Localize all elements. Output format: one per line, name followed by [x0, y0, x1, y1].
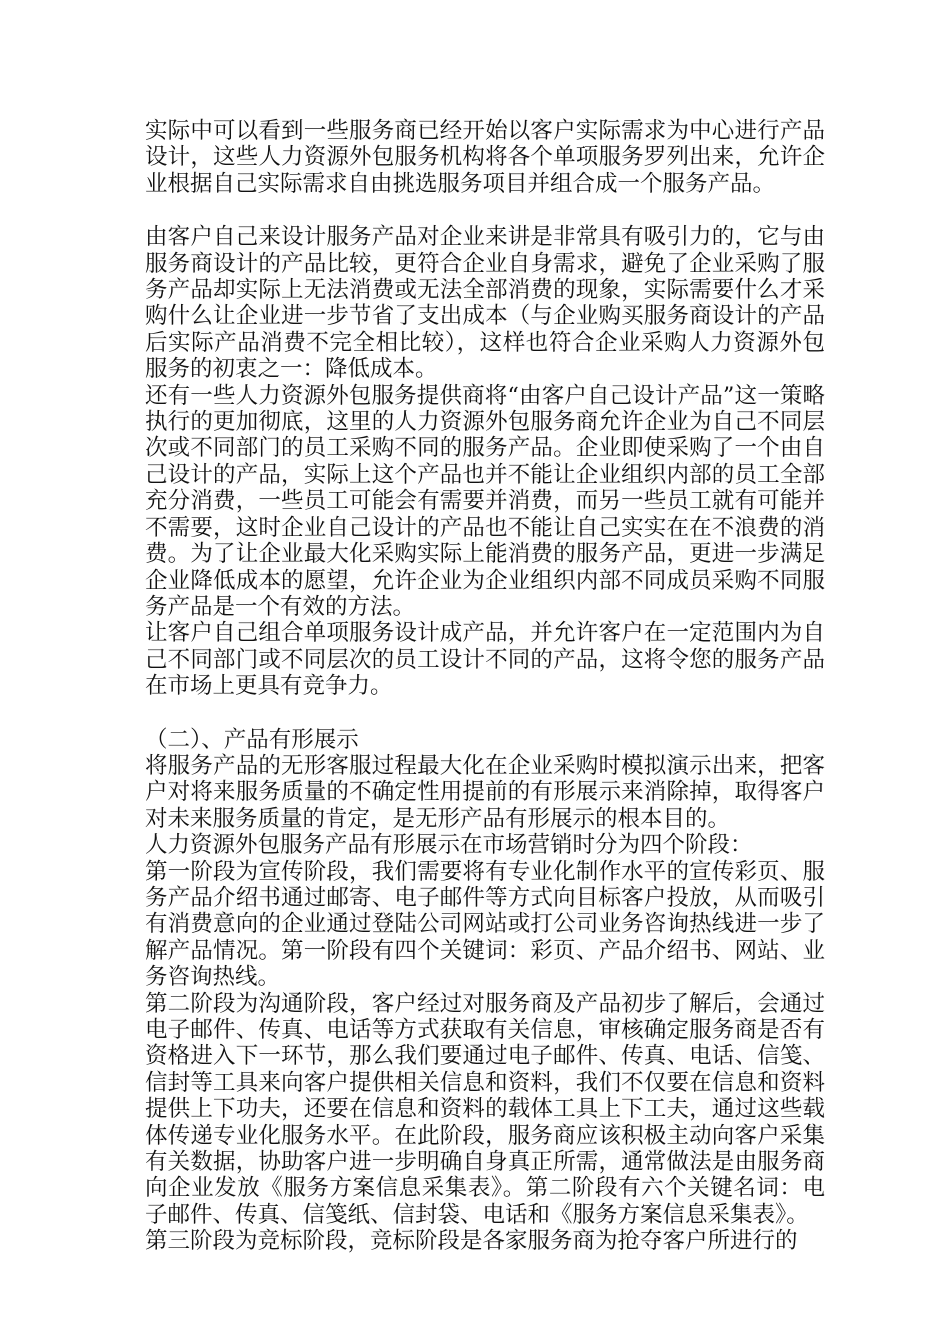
paragraph-competitiveness: 让客户自己组合单项服务设计成产品，并允许客户在一定范围内为自己不同部门或不同层次的员工设计不同的产品，这将令您的服务产品在市场上更具有竞争力。: [145, 620, 825, 700]
paragraph-stage-one: 第一阶段为宣传阶段，我们需要将有专业化制作水平的宣传彩页、服务产品介绍书通过邮寄、电子邮件等方式向目标客户投放，从而吸引有消费意向的企业通过登陆公司网站或打公司业务咨询热线进一步了解产品情况。第一阶段有四个关键词：彩页、产品介绍书、网站、业务咨询热线。: [145, 858, 825, 991]
section-heading-tangible-display: （二）、产品有形展示: [145, 726, 359, 753]
paragraph-four-stages-intro: 人力资源外包服务产品有形展示在市场营销时分为四个阶段：: [145, 832, 753, 859]
paragraph-gap: [145, 197, 825, 224]
paragraph-custom-design-intro: 实际中可以看到一些服务商已经开始以客户实际需求为中心进行产品设计，这些人力资源外包服务机构将各个单项服务罗列出来，允许企业根据自己实际需求自由挑选服务项目并组合成一个服务产品。: [145, 118, 825, 197]
document-page: [145, 118, 825, 1255]
paragraph-tangible-display-purpose: 将服务产品的无形客服过程最大化在企业采购时模拟演示出来，把客户对将来服务质量的不确定性用提前的有形展示来消除掉，取得客户对未来服务质量的肯定，是无形产品有形展示的根本目的。: [145, 752, 825, 832]
paragraph-gap: [145, 700, 825, 727]
paragraph-stage-two: 第二阶段为沟通阶段，客户经过对服务商及产品初步了解后，会通过电子邮件、传真、电话等方式获取有关信息，审核确定服务商是否有资格进入下一环节，那么我们要通过电子邮件、传真、电话、信笺、信封等工具来向客户提供相关信息和资料，我们不仅要在信息和资料提供上下功夫，还要在信息和资料的载体工具上下工夫，通过这些载体传递专业化服务水平。在此阶段，服务商应该积极主动向客户采集有关数据，协助客户进一步明确自身真正所需，通常做法是由服务商向企业发放《服务方案信息采集表》。第二阶段有六个关键名词：电子邮件、传真、信笺纸、信封袋、电话和《服务方案信息采集表》。: [145, 990, 825, 1228]
paragraph-department-level-products: 还有一些人力资源外包服务提供商将“由客户自己设计产品”这一策略执行的更加彻底，这里的人力资源外包服务商允许企业为自己不同层次或不同部门的员工采购不同的服务产品。企业即使采购了一个由自己设计的产品，实际上这个产品也并不能让企业组织内部的员工全部充分消费，一些员工可能会有需要并消费，而另一些员工就有可能并不需要，这时企业自己设计的产品也不能让自己实实在在不浪费的消费。为了让企业最大化采购实际上能消费的服务产品，更进一步满足企业降低成本的愿望，允许企业为企业组织内部不同成员采购不同服务产品是一个有效的方法。: [145, 382, 825, 620]
paragraph-customer-design-benefits: 由客户自己来设计服务产品对企业来讲是非常具有吸引力的，它与由服务商设计的产品比较，更符合企业自身需求，避免了企业采购了服务产品却实际上无法消费或无法全部消费的现象，实际需要什么才采购什么让企业进一步节省了支出成本（与企业购买服务商设计的产品后实际产品消费不完全相比较），这样也符合企业采购人力资源外包服务的初衷之一：降低成本。: [145, 224, 825, 383]
paragraph-stage-three: 第三阶段为竞标阶段，竞标阶段是各家服务商为抢夺客户所进行的: [145, 1228, 798, 1255]
